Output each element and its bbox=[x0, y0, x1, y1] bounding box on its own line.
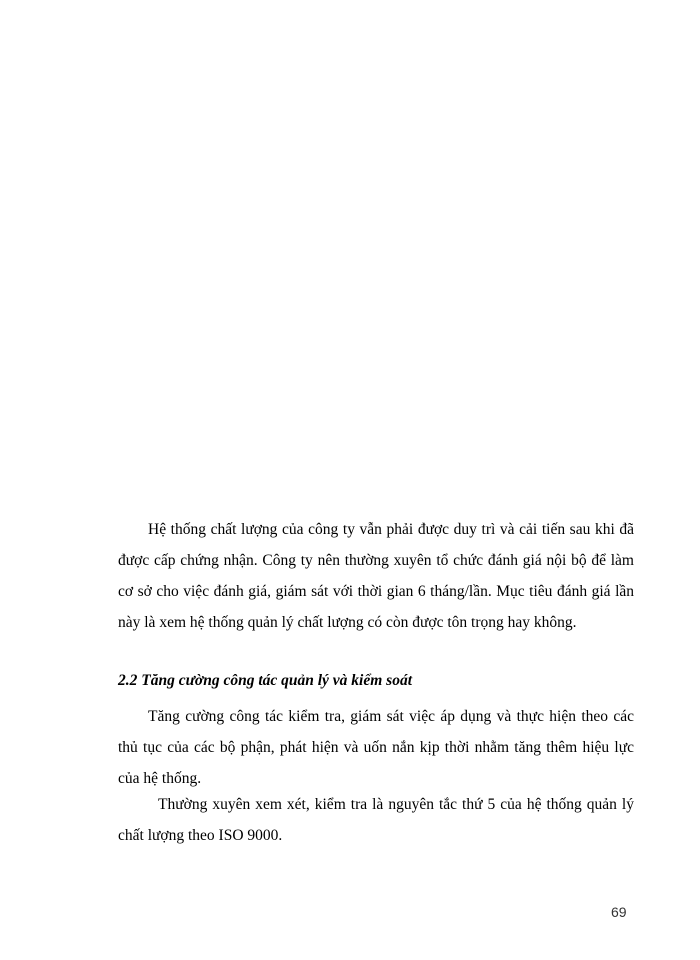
section-heading: 2.2 Tăng cường công tác quản lý và kiểm soát bbox=[118, 672, 413, 689]
paragraph-quality-system: Hệ thống chất lượng của công ty vẫn phải được duy trì và cải tiến sau khi đã được cấp chứng nhận. Công ty nên thường xuyên tổ chức đánh giá nội bộ để làm cơ sở cho việc đánh giá, giám sát với thời gian 6 tháng/lần. Mục tiêu đánh giá lần này là xem hệ thống quản lý chất lượng có còn được tôn trọng hay không. bbox=[118, 521, 634, 631]
paragraph-inspection: Tăng cường công tác kiểm tra, giám sát việc áp dụng và thực hiện theo các thủ tục của các bộ phận, phát hiện và uốn nắn kịp thời nhằm tăng thêm hiệu lực của hệ thống. bbox=[118, 708, 634, 787]
page-number: 69 bbox=[611, 904, 627, 920]
paragraph-iso-principle: Thường xuyên xem xét, kiểm tra là nguyên tắc thứ 5 của hệ thống quản lý chất lượng theo ISO 9000. bbox=[118, 796, 634, 844]
